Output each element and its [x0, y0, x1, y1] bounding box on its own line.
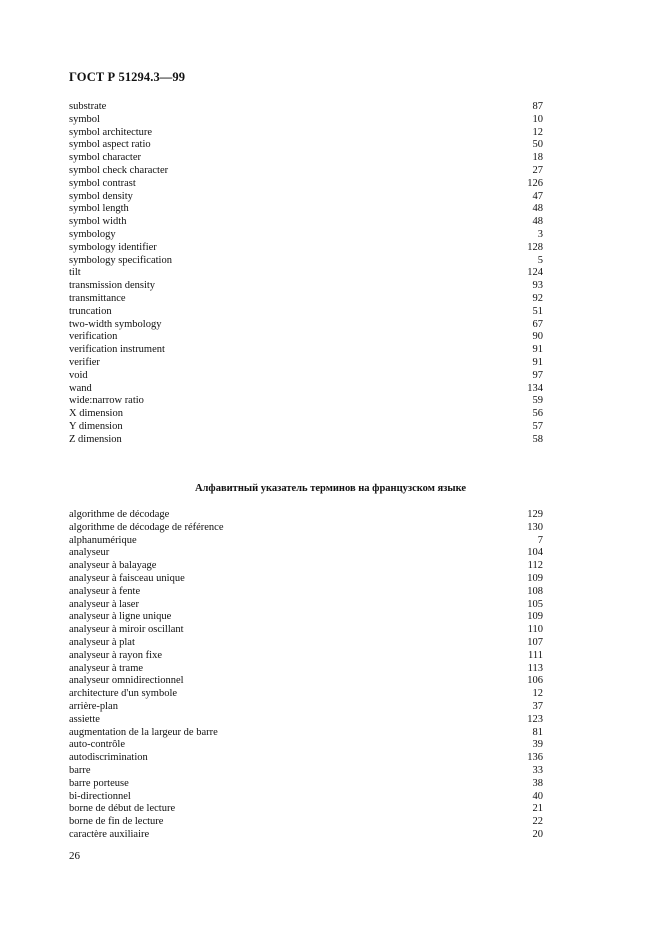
index-entry: [69, 383, 543, 396]
index-term: void: [69, 369, 88, 381]
index-page-ref: 107: [527, 636, 543, 648]
index-entry: [69, 331, 543, 344]
index-term: symbol aspect ratio: [69, 139, 151, 151]
index-entry: [69, 165, 543, 178]
index-entry: [69, 139, 543, 152]
index-entry: [69, 663, 543, 676]
index-entry: [69, 637, 543, 650]
index-term: substrate: [69, 101, 107, 112]
index-page-ref: 87: [532, 101, 543, 112]
index-term: arrière-plan: [69, 700, 118, 712]
index-entry: [69, 191, 543, 204]
index-page-ref: 67: [532, 318, 543, 330]
index-term: symbol: [69, 113, 100, 125]
index-entry: [69, 688, 543, 701]
index-page-ref: 81: [532, 726, 543, 738]
index-term: borne de début de lecture: [69, 803, 176, 815]
index-page-ref: 27: [532, 164, 543, 176]
index-page-ref: 20: [532, 828, 543, 840]
index-term: symbol character: [69, 152, 142, 164]
index-page-ref: 40: [532, 790, 543, 802]
index-page-ref: 59: [532, 395, 543, 407]
index-page-ref: 91: [532, 356, 543, 368]
index-term: barre porteuse: [69, 777, 129, 789]
index-term: truncation: [69, 305, 112, 317]
index-entry: [69, 573, 543, 586]
index-entry: [69, 127, 543, 140]
index-term: symbol width: [69, 216, 127, 228]
index-entry: [69, 408, 543, 421]
index-entry: [69, 216, 543, 229]
index-page-ref: 129: [527, 509, 543, 520]
index-entry: [69, 395, 543, 408]
index-entry: [69, 306, 543, 319]
index-entry: [69, 675, 543, 688]
index-term: verification: [69, 331, 118, 343]
index-term: augmentation de la largeur de barre: [69, 726, 218, 738]
index-page-ref: 57: [532, 420, 543, 432]
index-entry: [69, 739, 543, 752]
index-entry: [69, 242, 543, 255]
index-page-ref: 126: [527, 177, 543, 189]
index-term: tilt: [69, 267, 81, 279]
index-entry: [69, 791, 543, 804]
index-page-ref: 104: [527, 547, 543, 559]
index-entry: [69, 727, 543, 740]
index-page-ref: 33: [532, 764, 543, 776]
index-term: two-width symbology: [69, 318, 162, 330]
index-page-ref: 134: [527, 382, 543, 394]
index-term: bi-directionnel: [69, 790, 131, 802]
page-number: 26: [69, 850, 80, 862]
index-page-ref: 123: [527, 713, 543, 725]
english-term-index: [69, 101, 543, 447]
index-entry: [69, 611, 543, 624]
index-term: auto-contrôle: [69, 739, 125, 751]
index-page-ref: 56: [532, 408, 543, 420]
index-entry: [69, 152, 543, 165]
index-entry: [69, 101, 543, 114]
index-term: transmittance: [69, 292, 126, 304]
index-entry: [69, 650, 543, 663]
index-page-ref: 12: [532, 126, 543, 138]
index-page-ref: 47: [532, 190, 543, 202]
index-entry: [69, 509, 543, 522]
index-entry: [69, 816, 543, 829]
index-term: analyseur à rayon fixe: [69, 649, 162, 661]
index-term: autodiscrimination: [69, 752, 148, 764]
index-page-ref: 109: [527, 611, 543, 623]
index-term: symbology identifier: [69, 241, 157, 253]
index-term: wide:narrow ratio: [69, 395, 144, 407]
index-page-ref: 48: [532, 203, 543, 215]
index-entry: [69, 434, 543, 447]
index-term: analyseur: [69, 547, 110, 559]
index-page-ref: 92: [532, 292, 543, 304]
index-entry: [69, 752, 543, 765]
index-term: analyseur à laser: [69, 598, 139, 610]
index-term: symbol length: [69, 203, 129, 215]
index-page-ref: 91: [532, 344, 543, 356]
index-page-ref: 110: [527, 624, 543, 636]
index-term: architecture d'un symbole: [69, 688, 178, 700]
index-entry: [69, 421, 543, 434]
french-index-title: Алфавитный указатель терминов на французском языке: [194, 483, 467, 494]
index-term: X dimension: [69, 408, 123, 420]
index-page-ref: 136: [527, 752, 543, 764]
index-entry: [69, 599, 543, 612]
index-term: assiette: [69, 713, 100, 725]
index-page-ref: 124: [527, 267, 543, 279]
index-term: Z dimension: [69, 433, 122, 445]
index-page-ref: 113: [527, 662, 543, 674]
index-page-ref: 7: [537, 534, 543, 546]
index-term: analyseur omnidirectionnel: [69, 675, 184, 687]
index-term: symbol contrast: [69, 177, 136, 189]
index-term: verification instrument: [69, 344, 165, 356]
index-term: analyseur à faisceau unique: [69, 572, 185, 584]
index-entry: [69, 624, 543, 637]
index-page-ref: 58: [532, 433, 543, 445]
index-term: analyseur à miroir oscillant: [69, 624, 184, 636]
index-entry: [69, 714, 543, 727]
index-page-ref: 22: [532, 816, 543, 828]
index-page-ref: 108: [527, 585, 543, 597]
index-page-ref: 50: [532, 139, 543, 151]
index-page-ref: 97: [532, 369, 543, 381]
index-term: Y dimension: [69, 420, 123, 432]
index-page-ref: 109: [527, 572, 543, 584]
index-page-ref: 90: [532, 331, 543, 343]
index-entry: [69, 114, 543, 127]
index-entry: [69, 829, 543, 842]
index-entry: [69, 560, 543, 573]
index-term: algorithme de décodage de référence: [69, 521, 224, 533]
index-page-ref: 105: [527, 598, 543, 610]
index-page-ref: 111: [528, 649, 543, 661]
index-entry: [69, 370, 543, 383]
index-entry: [69, 229, 543, 242]
index-term: algorithme de décodage: [69, 509, 170, 520]
index-term: symbology specification: [69, 254, 172, 266]
index-page-ref: 21: [532, 803, 543, 815]
index-term: transmission density: [69, 280, 156, 292]
index-page-ref: 48: [532, 216, 543, 228]
index-entry: [69, 357, 543, 370]
index-page-ref: 12: [532, 688, 543, 700]
index-page-ref: 38: [532, 777, 543, 789]
index-entry: [69, 535, 543, 548]
index-term: analyseur à plat: [69, 636, 135, 648]
index-entry: [69, 344, 543, 357]
index-entry: [69, 255, 543, 268]
index-entry: [69, 178, 543, 191]
index-page-ref: 106: [527, 675, 543, 687]
index-page-ref: 130: [527, 521, 543, 533]
index-entry: [69, 203, 543, 216]
index-page-ref: 10: [532, 113, 543, 125]
index-entry: [69, 280, 543, 293]
index-term: symbology: [69, 228, 116, 240]
index-page-ref: 5: [537, 254, 543, 266]
index-entry: [69, 765, 543, 778]
index-term: analyseur à balayage: [69, 560, 157, 572]
index-page-ref: 39: [532, 739, 543, 751]
index-term: caractère auxiliaire: [69, 828, 150, 840]
index-term: analyseur à trame: [69, 662, 144, 674]
index-term: wand: [69, 382, 92, 394]
index-term: borne de fin de lecture: [69, 816, 164, 828]
index-term: symbol architecture: [69, 126, 153, 138]
index-entry: [69, 267, 543, 280]
french-term-index: [69, 509, 543, 842]
index-term: symbol density: [69, 190, 133, 202]
index-entry: [69, 293, 543, 306]
index-page-ref: 93: [532, 280, 543, 292]
index-term: verifier: [69, 356, 100, 368]
index-page-ref: 18: [532, 152, 543, 164]
index-page-ref: 3: [537, 228, 543, 240]
index-page-ref: 112: [527, 560, 543, 572]
index-page-ref: 37: [532, 700, 543, 712]
index-entry: [69, 586, 543, 599]
index-term: alphanumérique: [69, 534, 137, 546]
index-term: symbol check character: [69, 164, 169, 176]
index-entry: [69, 803, 543, 816]
index-term: analyseur à fente: [69, 585, 141, 597]
index-entry: [69, 522, 543, 535]
index-entry: [69, 701, 543, 714]
document-header: ГОСТ Р 51294.3—99: [69, 70, 186, 84]
index-page-ref: 128: [527, 241, 543, 253]
index-entry: [69, 778, 543, 791]
index-entry: [69, 319, 543, 332]
index-term: barre: [69, 764, 91, 776]
index-page-ref: 51: [532, 305, 543, 317]
index-term: analyseur à ligne unique: [69, 611, 172, 623]
index-entry: [69, 547, 543, 560]
